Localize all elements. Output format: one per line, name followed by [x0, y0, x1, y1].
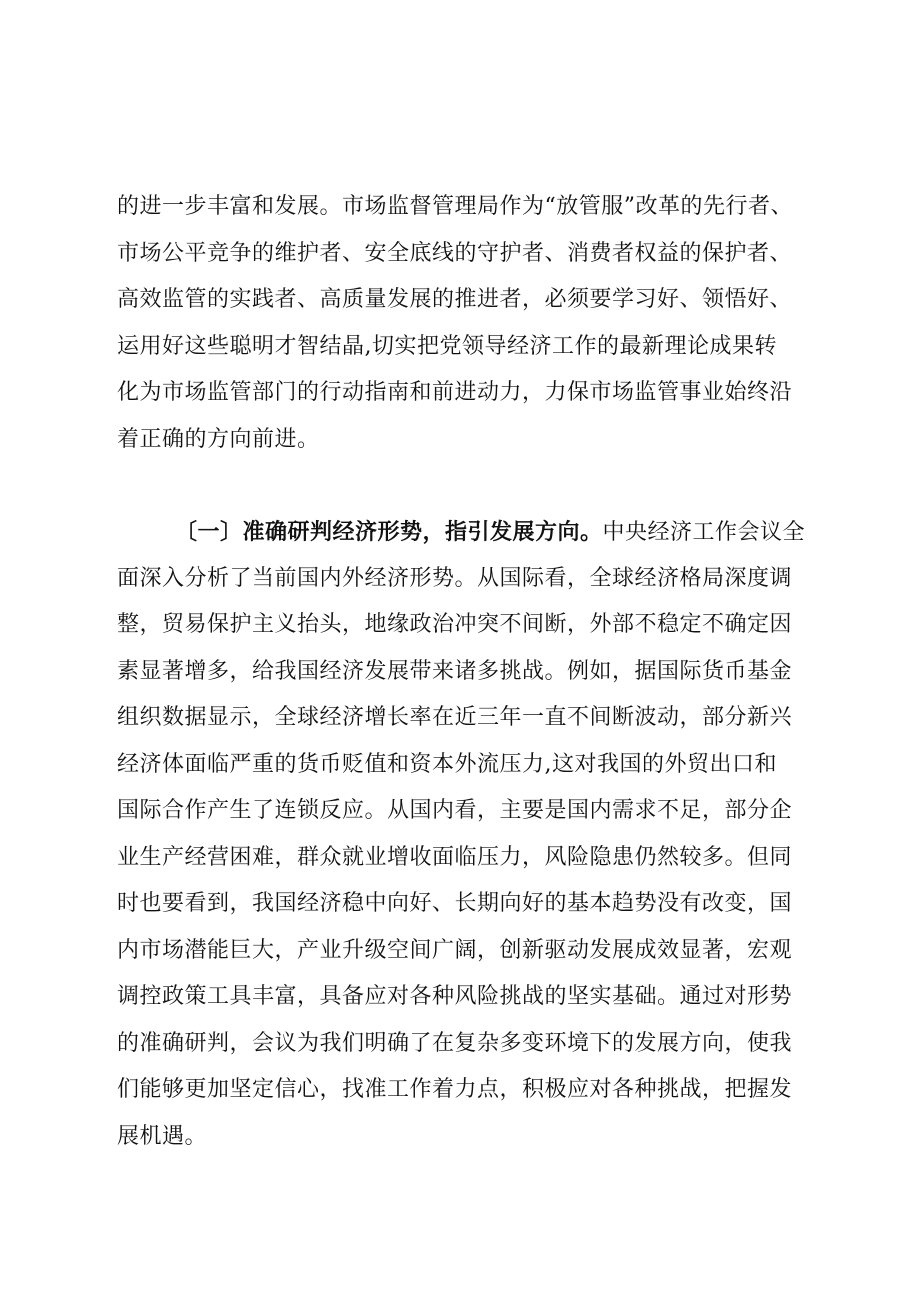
text-line: 着正确的方向前进。: [117, 426, 320, 452]
text-line: 时也要看到，我国经济稳中向好、长期向好的基本趋势没有改变，国: [117, 891, 793, 916]
text-line: 面深入分析了当前国内外经济形势。从国际看，全球经济格局深度调: [117, 565, 793, 591]
text-line: 化为市场监管部门的行动指南和前进动力，力保市场监管事业始终沿: [117, 380, 793, 405]
paragraph-first-line: [117, 509, 837, 556]
text-line: 整，贸易保护主义抬头，地缘政治冲突不间断，外部不稳定不确定因: [117, 612, 793, 637]
text-line: 高效监管的实践者、高质量发展的推进者，必须要学习好、领悟好、: [117, 287, 793, 312]
text-line: 展机遇。: [117, 1123, 208, 1149]
text-line: 素显著增多，给我国经济发展带来诸多挑战。例如，据国际货币基金: [117, 658, 793, 684]
text-line: 的准确研判，会议为我们明确了在复杂多变环境下的发展方向，使我: [117, 1030, 793, 1056]
section-heading: 〔一〕准确研判经济形势，指引发展方向。: [175, 519, 603, 545]
heading-continuation: 中央经济工作会议全: [602, 520, 806, 545]
text-line: 的进一步丰富和发展。市场监督管理局作为“放管服”改革的先行者、: [117, 194, 793, 219]
paragraph-2: [117, 509, 837, 1160]
text-line: 运用好这些聪明才智结晶,切实把党领导经济工作的最新理论成果转: [117, 333, 777, 359]
text-line: 经济体面临严重的货币贬值和资本外流压力,这对我国的外贸出口和: [117, 751, 777, 777]
text-line: 调控政策工具丰富，具备应对各种风险挑战的坚实基础。通过对形势: [117, 984, 793, 1009]
text-line: 业生产经营困难，群众就业增收面临压力，风险隐患仍然较多。但同: [117, 844, 793, 870]
text-line: 们能够更加坚定信心，找准工作着力点，积极应对各种挑战，把握发: [117, 1077, 793, 1102]
text-line: 组织数据显示，全球经济增长率在近三年一直不间断波动，部分新兴: [117, 705, 793, 730]
text-line: 国际合作产生了连锁反应。从国内看，主要是国内需求不足，部分企: [117, 798, 793, 823]
paragraph-1: [117, 184, 837, 463]
text-line: 市场公平竞争的维护者、安全底线的守护者、消费者权益的保护者、: [117, 240, 793, 266]
text-line: 内市场潜能巨大，产业升级空间广阔，创新驱动发展成效显著，宏观: [117, 937, 793, 963]
